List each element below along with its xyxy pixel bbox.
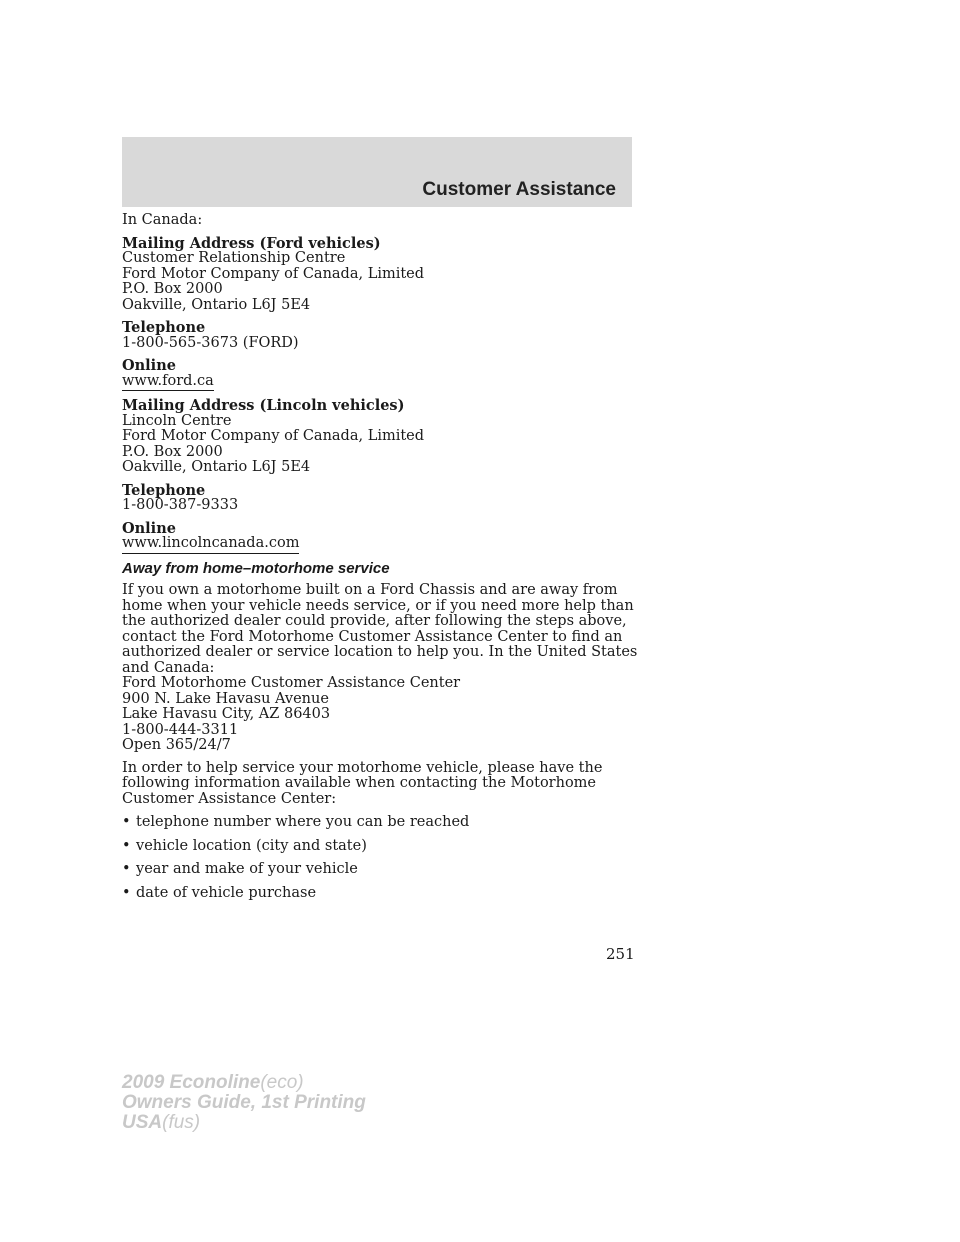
motorhome-paragraph-line: authorized dealer or service location to help you. In the United States bbox=[122, 644, 638, 660]
footer-market: USA bbox=[122, 1112, 163, 1133]
list-item bbox=[122, 862, 642, 878]
lincoln-address-line: Oakville, Ontario L6J 5E4 bbox=[122, 459, 311, 475]
ford-online-label: Online bbox=[122, 357, 176, 374]
section-title: Customer Assistance bbox=[422, 179, 616, 200]
lincoln-address-line: Ford Motor Company of Canada, Limited bbox=[122, 428, 425, 444]
section-header-band bbox=[122, 137, 632, 207]
info-paragraph-line: Customer Assistance Center: bbox=[122, 790, 337, 807]
ford-address-line: Customer Relationship Centre bbox=[122, 250, 346, 266]
footer-print-info bbox=[122, 1073, 366, 1133]
list-item-text: date of vehicle purchase bbox=[136, 884, 317, 901]
bullet-icon: • bbox=[122, 814, 131, 830]
lincoln-telephone-label: Telephone bbox=[122, 481, 206, 499]
canada-intro: In Canada: bbox=[122, 212, 203, 228]
page-content bbox=[122, 213, 642, 901]
info-paragraph-line: In order to help service your motorhome vehicle, please have the bbox=[122, 759, 603, 776]
page-number: 251 bbox=[606, 945, 635, 963]
bullet-icon: • bbox=[122, 837, 131, 854]
lincoln-online-label: Online bbox=[122, 519, 176, 537]
list-item-text: telephone number where you can be reached bbox=[136, 814, 470, 830]
ford-telephone: 1-800-565-3673 (FORD) bbox=[122, 334, 299, 351]
motorhome-paragraph-line: the authorized dealer could provide, after following the steps above, bbox=[122, 613, 627, 629]
list-item bbox=[122, 839, 642, 855]
ford-address-line: Oakville, Ontario L6J 5E4 bbox=[122, 296, 311, 313]
ford-address-line: P.O. Box 2000 bbox=[122, 281, 223, 297]
motorhome-phone: 1-800-444-3311 bbox=[122, 721, 239, 738]
motorhome-address-line: Ford Motorhome Customer Assistance Center bbox=[122, 675, 461, 691]
lincoln-address-line: Lincoln Centre bbox=[122, 412, 232, 429]
motorhome-paragraph-line: contact the Ford Motorhome Customer Assistance Center to find an bbox=[122, 628, 623, 645]
list-item-text: vehicle location (city and state) bbox=[136, 837, 367, 854]
lincoln-address-line: P.O. Box 2000 bbox=[122, 443, 223, 460]
motorhome-paragraph-line: and Canada: bbox=[122, 659, 215, 676]
motorhome-paragraph-line: If you own a motorhome built on a Ford Chassis and are away from bbox=[122, 582, 618, 598]
list-item bbox=[122, 815, 642, 831]
motorhome-paragraph-line: home when your vehicle needs service, or if you need more help than bbox=[122, 597, 634, 614]
footer-market-code: (fus) bbox=[162, 1112, 201, 1133]
info-paragraph-line: following information available when contacting the Motorhome bbox=[122, 775, 597, 791]
ford-telephone-label: Telephone bbox=[122, 319, 206, 336]
motorhome-address-line: 900 N. Lake Havasu Avenue bbox=[122, 690, 329, 707]
lincoln-website-link[interactable]: www.lincolncanada.com bbox=[122, 536, 299, 554]
footer-model: 2009 Econoline bbox=[122, 1072, 261, 1093]
footer-model-code: (eco) bbox=[260, 1072, 304, 1093]
ford-mailing-heading: Mailing Address (Ford vehicles) bbox=[122, 234, 381, 252]
lincoln-mailing-heading: Mailing Address (Lincoln vehicles) bbox=[122, 397, 405, 414]
bullet-icon: • bbox=[122, 884, 131, 901]
list-item bbox=[122, 886, 642, 902]
motorhome-subheading: Away from home–motorhome service bbox=[122, 559, 390, 577]
motorhome-hours: Open 365/24/7 bbox=[122, 737, 231, 753]
list-item-text: year and make of your vehicle bbox=[136, 861, 358, 877]
ford-address-line: Ford Motor Company of Canada, Limited bbox=[122, 265, 425, 282]
motorhome-address-line: Lake Havasu City, AZ 86403 bbox=[122, 706, 331, 722]
bullet-icon: • bbox=[122, 861, 131, 877]
ford-website-link[interactable]: www.ford.ca bbox=[122, 374, 214, 392]
footer-edition: Owners Guide, 1st Printing bbox=[122, 1092, 366, 1113]
lincoln-telephone: 1-800-387-9333 bbox=[122, 497, 239, 513]
